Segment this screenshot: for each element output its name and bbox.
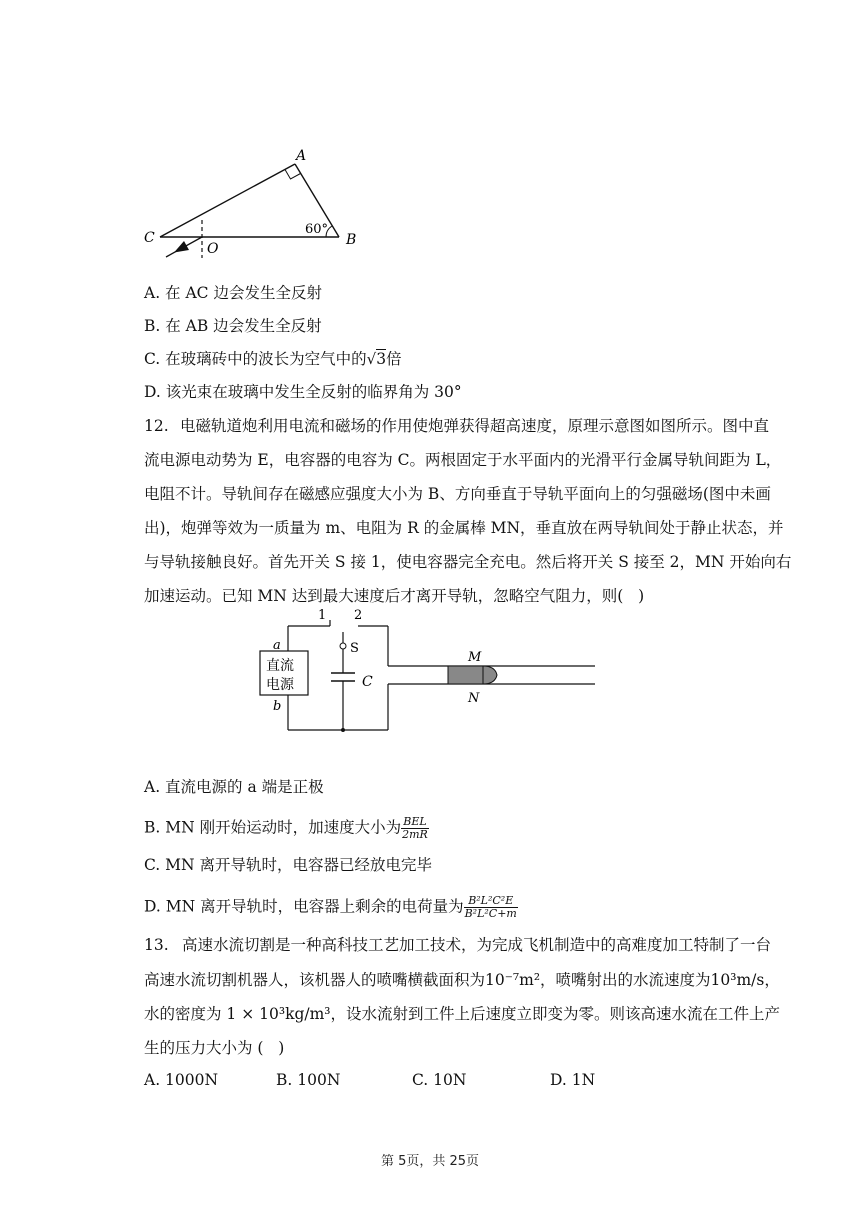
q12-option-b-fraction <box>401 816 429 841</box>
q11-option-a: A. 在 AC 边会发生全反射 <box>144 284 322 302</box>
q13-stem-line2: 高速水流切割机器人，该机器人的喷嘴横截面积为10⁻⁷m²，喷嘴射出的水流速度为10³m/s， <box>144 971 780 989</box>
fig12-switch-2: 2 <box>354 608 363 623</box>
q11-option-b: B. 在 AB 边会发生全反射 <box>144 317 322 335</box>
q12-option-d-prefix: D. MN 离开导轨时，电容器上剩余的电荷量为 <box>144 897 464 916</box>
fig12-rail-n: N <box>468 691 480 706</box>
q13-option-a: A. 1000N <box>144 1071 219 1089</box>
q12-stem-line6: 加速运动。已知 MN 达到最大速度后才离开导轨，忽略空气阻力，则( ) <box>144 587 645 605</box>
q12-option-b-denominator: 2mR <box>402 828 428 841</box>
q12-option-d-fraction <box>464 895 518 920</box>
fig12-cap-c: C <box>362 674 373 690</box>
q11-option-c: C. 在玻璃砖中的波长为空气中的√3倍 <box>144 350 402 368</box>
q13-stem-line1: 高速水流切割是一种高科技工艺加工技术，为完成飞机制造中的高难度加工特制了一台 <box>182 936 772 954</box>
fig11-angle-label: 60° <box>305 222 329 237</box>
q13-option-d: D. 1N <box>550 1071 596 1089</box>
q13-option-c: C. 10N <box>412 1071 467 1089</box>
q12-stem-line3: 电阻不计。导轨间存在磁感应强度大小为 B、方向垂直于导轨平面向上的匀强磁场(图中未画 <box>144 485 771 503</box>
q12-option-b-numerator: BEL <box>401 816 429 829</box>
q13-stem-line4: 生的压力大小为 ( ) <box>144 1039 285 1057</box>
fig11-label-B: B <box>346 232 357 248</box>
q12-option-b-prefix: B. MN 刚开始运动时，加速度大小为 <box>144 818 402 837</box>
q12-number: 12. <box>144 417 169 435</box>
fig12-terminal-b: b <box>273 699 282 714</box>
page-footer: 第 5页，共 25页 <box>380 1154 480 1169</box>
fig11-label-O: O <box>207 241 219 257</box>
q12-option-d-numerator: B²L²C²E <box>464 895 518 908</box>
fig12-terminal-a: a <box>273 638 281 653</box>
q11-triangle-figure <box>140 140 370 265</box>
q11-option-c-suffix: 倍 <box>386 350 402 368</box>
q11-option-d: D. 该光束在玻璃中发生全反射的临界角为 30° <box>144 383 462 401</box>
q11-option-c-sqrt: 3 <box>376 350 387 368</box>
q12-option-a: A. 直流电源的 a 端是正极 <box>144 778 324 796</box>
q12-stem-line4: 出)，炮弹等效为一质量为 m、电阻为 R 的金属棒 MN，垂直放在两导轨间处于静止状态，并 <box>144 519 784 537</box>
q12-circuit-figure <box>255 606 600 736</box>
fig11-label-A: A <box>296 148 307 164</box>
fig11-label-C: C <box>144 230 155 246</box>
q13-number: 13. <box>144 936 169 954</box>
q12-option-c: C. MN 离开导轨时，电容器已经放电完毕 <box>144 856 433 874</box>
fig12-switch-s: S <box>350 641 359 656</box>
fig12-switch-1: 1 <box>318 608 327 623</box>
q12-stem-line1: 电磁轨道炮利用电流和磁场的作用使炮弹获得超高速度，原理示意图如图所示。图中直 <box>180 417 770 435</box>
q12-stem-line5: 与导轨接触良好。首先开关 S 接 1，使电容器完全充电。然后将开关 S 接至 2，MN 开始向右 <box>144 553 792 571</box>
q13-option-b: B. 100N <box>276 1071 341 1089</box>
q13-stem-line3: 水的密度为 1 × 10³kg/m³，设水流射到工件上后速度立即变为零。则该高速水流在工件上产 <box>144 1005 781 1023</box>
q12-option-d <box>144 895 518 920</box>
fig12-source-line2: 电源 <box>266 677 294 693</box>
fig12-source-line1: 直流 <box>266 658 294 674</box>
q12-option-d-denominator: B²L²C+m <box>464 907 517 920</box>
q12-option-b <box>144 816 429 841</box>
fig12-rail-m: M <box>468 650 482 665</box>
q11-option-c-prefix: C. 在玻璃砖中的波长为空气中的 <box>144 350 367 368</box>
q12-stem-line2: 流电源电动势为 E，电容器的电容为 C。两根固定于水平面内的光滑平行金属导轨间距为 L， <box>144 451 782 469</box>
